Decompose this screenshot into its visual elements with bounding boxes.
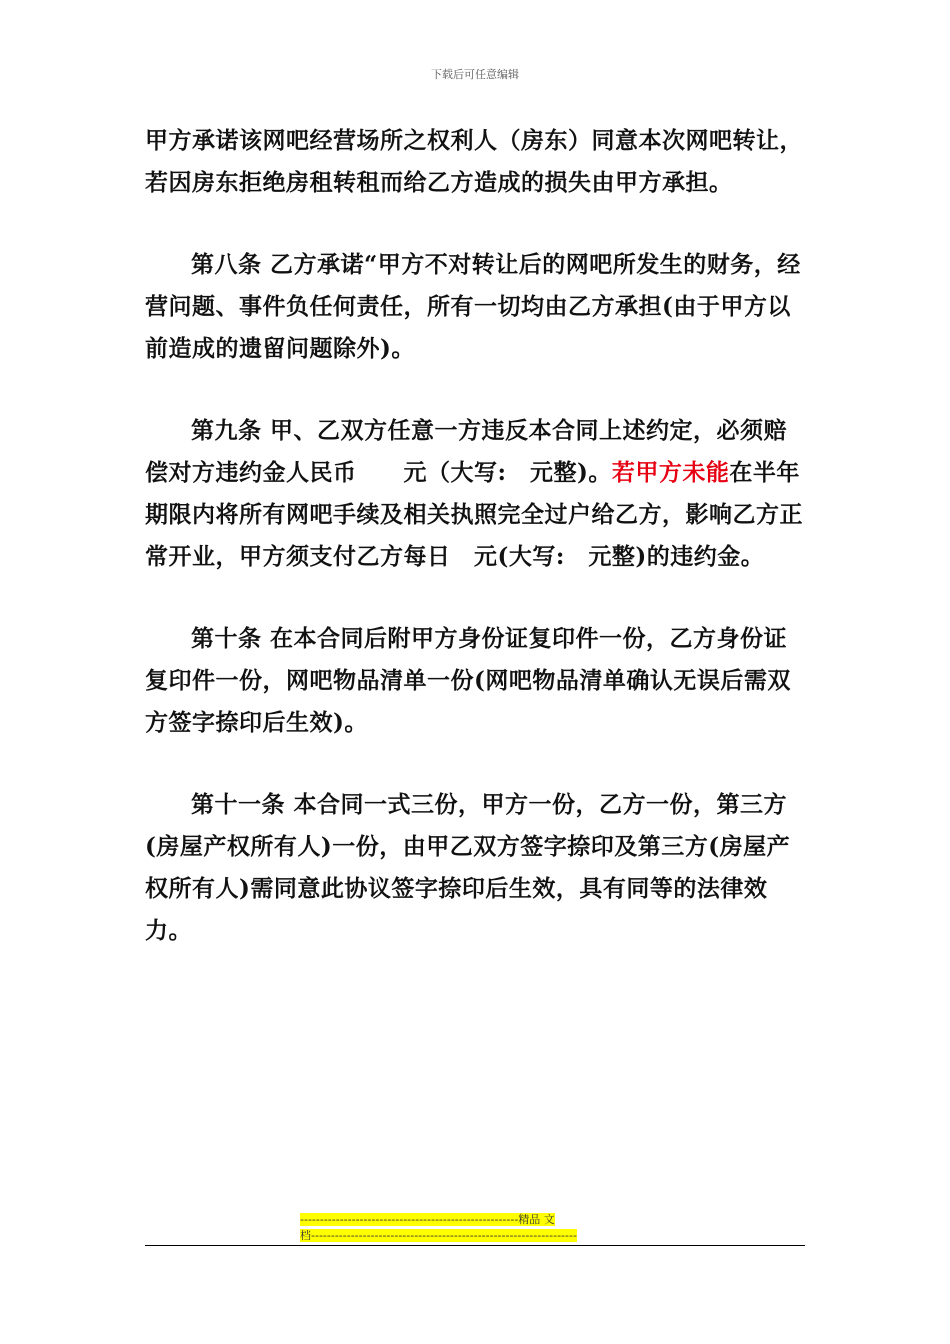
- footer-line-2: 档-------------------------------------------------------------------: [300, 1229, 577, 1242]
- page-footer: [300, 1212, 650, 1244]
- paragraph-article-10: 第十条 在本合同后附甲方身份证复印件一份，乙方身份证复印件一份，网吧物品清单一份(网吧物品清单确认无误后需双方签字捺印后生效)。: [145, 625, 791, 736]
- page-header: 下载后可任意编辑: [431, 68, 519, 81]
- article-9-text-a: 第九条 甲、乙双方任意一方违反本合同上述约定，必须赔偿对方违约金人民币 元（大写: 元整)。: [145, 417, 788, 486]
- footer-divider: [145, 1245, 805, 1246]
- footer-line-1: -------------------------------------------------------精品 文: [300, 1213, 555, 1226]
- paragraph-article-11: 第十一条 本合同一式三份，甲方一份，乙方一份，第三方(房屋产权所有人)一份，由甲乙双方签字捺印及第三方(房屋产权所有人)需同意此协议签字捺印后生效，具有同等的法律效力。: [145, 791, 791, 944]
- document-body: [145, 120, 805, 952]
- paragraph-article-9: [145, 410, 805, 578]
- article-9-text-b: 在半年期限内将所有网吧手续及相关执照完全过户给乙方，影响乙方正常开业，甲方须支付乙方每日 元(大写: 元整)的违约金。: [145, 459, 803, 570]
- paragraph-article-8: 第八条 乙方承诺“甲方不对转让后的网吧所发生的财务，经营问题、事件负任何责任，所有一切均由乙方承担(由于甲方以前造成的遗留问题除外)。: [145, 251, 801, 362]
- paragraph-1: 甲方承诺该网吧经营场所之权利人（房东）同意本次网吧转让，若因房东拒绝房租转租而给乙方造成的损失由甲方承担。: [145, 127, 803, 196]
- article-9-highlight: 若甲方未能: [611, 459, 730, 486]
